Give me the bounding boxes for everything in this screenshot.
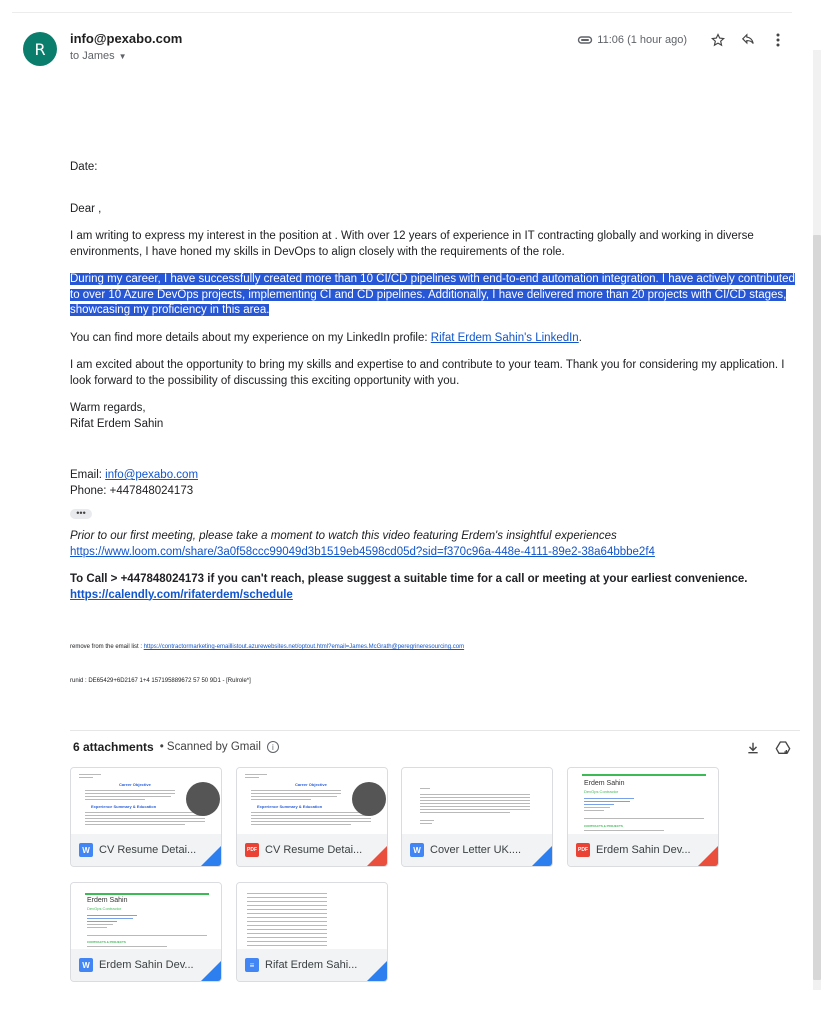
paragraph-excited: I am excited about the opportunity to bring my skills and expertise to and contribute to your team. Thank you for considering my application. I look forward to the possibility of discussing this exciting opportunity with you. <box>70 359 785 387</box>
attachment-footer <box>237 949 387 981</box>
file-type-corner <box>201 961 221 981</box>
contact-email-link[interactable]: info@pexabo.com <box>105 469 199 481</box>
file-type-corner <box>367 846 387 866</box>
signature-name: Rifat Erdem Sahin <box>70 417 164 430</box>
add-to-drive-icon[interactable] <box>773 738 793 758</box>
thumb-role: DevOps Contractor <box>584 789 619 794</box>
show-trimmed-content-button[interactable]: ••• <box>70 509 92 519</box>
date-line: Date: <box>70 161 98 173</box>
scanned-label: • Scanned by Gmail <box>159 741 261 753</box>
attachment-name: Cover Letter UK.... <box>430 844 522 856</box>
recipient-label: to James <box>70 50 115 62</box>
thumb-heading: Career Objective <box>295 782 327 787</box>
thumb-section: CONTRACTS & PROJECTS <box>87 940 126 944</box>
thumb-subheading: Experience Summary & Education <box>257 804 323 809</box>
email-label: Email: <box>70 469 106 481</box>
video-text: Prior to our first meeting, please take a moment to watch this video featuring Erdem's insightful experiences <box>70 530 617 542</box>
email-body <box>70 160 800 697</box>
closing-block <box>70 401 800 432</box>
attachment-card-1[interactable] <box>70 767 222 867</box>
paragraph-career <box>70 272 800 319</box>
attachment-footer <box>237 834 387 866</box>
attachment-thumbnail <box>237 883 387 951</box>
attachments-actions <box>743 738 793 758</box>
paragraph-video <box>70 529 800 560</box>
linkedin-link[interactable]: Rifat Erdem Sahin's LinkedIn <box>430 331 579 344</box>
attachments-count: 6 attachments <box>73 740 154 754</box>
thumb-heading: Career Objective <box>119 782 151 787</box>
attachment-thumbnail <box>237 768 387 836</box>
thumb-name: Erdem Sahin <box>584 780 625 787</box>
remove-line <box>70 643 800 651</box>
attachment-thumbnail <box>71 883 221 951</box>
runid-line: runid : DE65429+6D2167 1+4 157195889672 57 50 9D1 - [Rulrole*] <box>70 678 251 684</box>
scrollbar-thumb[interactable] <box>813 235 821 980</box>
attachments-divider <box>70 730 800 731</box>
linkedin-suffix: . <box>578 331 582 344</box>
chevron-down-icon[interactable]: ▼ <box>118 51 127 61</box>
sender-email[interactable]: info@pexabo.com <box>70 31 183 46</box>
optout-link[interactable]: https://contractormarketing-emaillistout.azurewebsites.net/optout.html?email=James.McGrath@peregrineresourcing.com <box>143 644 465 650</box>
attachment-card-4[interactable] <box>567 767 719 867</box>
header-actions <box>577 30 793 50</box>
attachment-card-3[interactable] <box>401 767 553 867</box>
attachment-card-6[interactable] <box>236 882 388 982</box>
thumb-role: DevOps Contractor <box>87 906 122 911</box>
attachment-name: Erdem Sahin Dev... <box>99 959 194 971</box>
avatar-letter: R <box>34 39 46 59</box>
file-type-corner <box>201 846 221 866</box>
attachment-icon <box>577 32 593 48</box>
info-icon[interactable]: i <box>267 741 279 753</box>
remove-prefix: remove from the email list : <box>70 644 144 650</box>
attachment-footer <box>71 834 221 866</box>
file-type-corner <box>532 846 552 866</box>
pdf-file-icon: PDF <box>245 843 259 857</box>
paragraph-call <box>70 572 800 603</box>
profile-photo <box>352 782 386 816</box>
email-time: 11:06 (1 hour ago) <box>597 34 687 46</box>
reply-icon[interactable] <box>733 30 763 50</box>
star-icon[interactable] <box>703 30 733 50</box>
profile-photo <box>186 782 220 816</box>
thumb-section: CONTRACTS & PROJECTS <box>584 824 623 828</box>
top-divider <box>12 12 792 13</box>
word-file-icon: W <box>79 843 93 857</box>
attachments-header <box>73 740 279 754</box>
linkedin-prefix: You can find more details about my experience on my LinkedIn profile: <box>70 331 431 344</box>
loom-link[interactable]: https://www.loom.com/share/3a0f58ccc99049d3b1519eb4598cd05d?sid=f370c96a-448e-4111-89e2-38a64bbbe2f4 <box>70 545 655 558</box>
closing: Warm regards, <box>70 402 146 414</box>
attachment-thumbnail <box>71 768 221 836</box>
paragraph-linkedin <box>70 331 800 347</box>
greeting: Dear , <box>70 202 102 215</box>
word-file-icon: W <box>79 958 93 972</box>
attachment-footer <box>402 834 552 866</box>
calendly-link[interactable]: https://calendly.com/rifaterdem/schedule <box>70 588 293 601</box>
attachment-footer <box>568 834 718 866</box>
attachment-thumbnail <box>568 768 718 836</box>
more-options-icon[interactable] <box>763 30 793 50</box>
word-file-icon: W <box>410 843 424 857</box>
attachment-name: CV Resume Detai... <box>99 844 197 856</box>
file-type-corner <box>367 961 387 981</box>
thumb-subheading: Experience Summary & Education <box>91 804 157 809</box>
attachment-footer <box>71 949 221 981</box>
google-doc-file-icon: ≡ <box>245 958 259 972</box>
attachment-card-2[interactable] <box>236 767 388 867</box>
attachment-name: Erdem Sahin Dev... <box>596 844 691 856</box>
download-all-icon[interactable] <box>743 738 763 758</box>
paragraph-intro: I am writing to express my interest in the position at . With over 12 years of experience in IT contracting globally and working in diverse environments, I have honed my skills in DevOps to align closely with the requirements of the role. <box>70 230 754 258</box>
recipient-line[interactable] <box>70 50 127 62</box>
thumb-name: Erdem Sahin <box>87 897 128 904</box>
attachment-name: CV Resume Detai... <box>265 844 363 856</box>
file-type-corner <box>698 846 718 866</box>
sender-avatar[interactable] <box>23 32 57 66</box>
call-text: To Call > +447848024173 if you can't reach, please suggest a suitable time for a call or meeting at your earliest convenience. <box>70 573 748 585</box>
attachment-card-5[interactable] <box>70 882 222 982</box>
attachment-name: Rifat Erdem Sahi... <box>265 959 358 971</box>
attachment-thumbnail <box>402 768 552 836</box>
selected-text: During my career, I have successfully created more than 10 CI/CD pipelines with end-to-end automation integration. I have actively contributed to over 10 Azure DevOps projects, implementing CI and CD pipelines. Additionally, I have delivered more than 20 projects with CI/CD stages, showcasing my proficiency in this area. <box>70 273 795 316</box>
contact-block <box>70 468 800 499</box>
phone-line: Phone: +447848024173 <box>70 484 194 497</box>
pdf-file-icon: PDF <box>576 843 590 857</box>
